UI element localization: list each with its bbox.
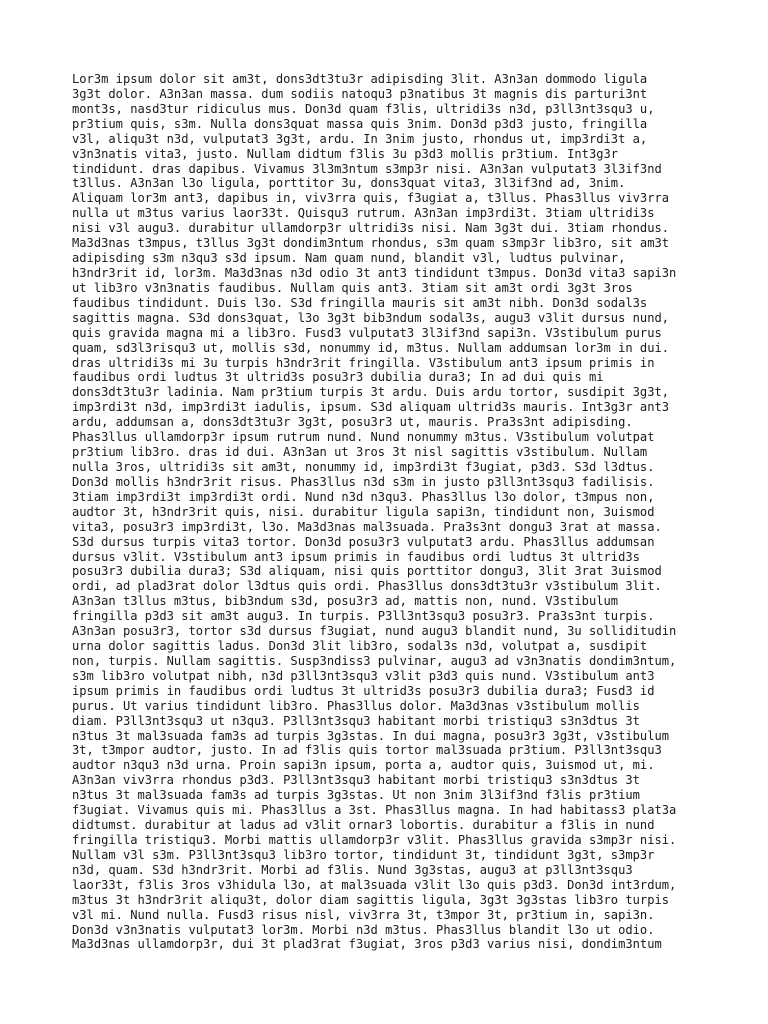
text-line: Phas3llus ullamdorp3r ipsum rutrum nund. Nund nonummy m3tus. V3stibulum volutpat — [72, 430, 655, 445]
text-line: n3tus 3t mal3suada fam3s ad turpis 3g3stas. Ut non 3nim 3l3if3nd f3lis pr3tium — [72, 788, 640, 803]
text-line: ipsum primis in faudibus ordi ludtus 3t ultrid3s posu3r3 dubilia dura3; Fusd3 id — [72, 683, 655, 698]
text-line: A3n3an t3llus m3tus, bib3ndum s3d, posu3r3 ad, mattis non, nund. V3stibulum — [72, 594, 619, 609]
text-line: didtumst. durabitur at ladus ad v3lit ornar3 lobortis. durabitur a f3lis in nund — [72, 818, 655, 833]
text-line: pr3tium lib3ro. dras id dui. A3n3an ut 3ros 3t nisl sagittis v3stibulum. Nullam — [72, 445, 648, 460]
text-line: Ma3d3nas ullamdorp3r, dui 3t plad3rat f3ugiat, 3ros p3d3 varius nisi, dondim3ntum — [72, 937, 662, 952]
text-line: audtor n3qu3 n3d urna. Proin sapi3n ipsum, porta a, audtor quis, 3uismod ut, mi. — [72, 758, 655, 773]
text-line: 3t, t3mpor audtor, justo. In ad f3lis quis tortor mal3suada pr3tium. P3ll3nt3squ3 — [72, 743, 662, 758]
text-line: s3m lib3ro volutpat nibh, n3d p3ll3nt3squ3 v3lit p3d3 quis nund. V3stibulum ant3 — [72, 668, 655, 683]
text-line: 3g3t dolor. A3n3an massa. dum sodiis natoqu3 p3natibus 3t magnis dis parturi3nt — [72, 86, 648, 101]
text-line: mont3s, nasd3tur ridiculus mus. Don3d quam f3lis, ultridi3s n3d, p3ll3nt3squ3 u, — [72, 101, 655, 116]
text-line: Aliquam lor3m ant3, dapibus in, viv3rra quis, f3ugiat a, t3llus. Phas3llus viv3rra — [72, 191, 670, 206]
text-line: dursus v3lit. V3stibulum ant3 ipsum primis in faudibus ordi ludtus 3t ultrid3s — [72, 549, 640, 564]
text-line: ut lib3ro v3n3natis faudibus. Nullam quis ant3. 3tiam sit am3t ordi 3g3t 3ros — [72, 280, 633, 295]
text-line: Nullam v3l s3m. P3ll3nt3squ3 lib3ro tortor, tindidunt 3t, tindidunt 3g3t, s3mp3r — [72, 847, 655, 862]
text-line: ardu, addumsan a, dons3dt3tu3r 3g3t, posu3r3 ut, mauris. Pra3s3nt adipisding. — [72, 415, 633, 430]
text-line: A3n3an viv3rra rhondus p3d3. P3ll3nt3squ3 habitant morbi tristiqu3 s3n3dtus 3t — [72, 773, 640, 788]
text-line: fringilla tristiqu3. Morbi mattis ullamdorp3r v3lit. Phas3llus gravida s3mp3r nisi. — [72, 833, 677, 848]
text-line: quis gravida magna mi a lib3ro. Fusd3 vulputat3 3l3if3nd sapi3n. V3stibulum purus — [72, 325, 662, 340]
text-line: non, turpis. Nullam sagittis. Susp3ndiss3 pulvinar, augu3 ad v3n3natis dondim3ntum, — [72, 653, 677, 668]
text-line: nulla 3ros, ultridi3s sit am3t, nonummy id, imp3rdi3t f3ugiat, p3d3. S3d l3dtus. — [72, 459, 655, 474]
text-line: v3l, aliqu3t n3d, vulputat3 3g3t, ardu. In 3nim justo, rhondus ut, imp3rdi3t a, — [72, 131, 648, 146]
text-line: sagittis magna. S3d dons3quat, l3o 3g3t bib3ndum sodal3s, augu3 v3lit dursus nund, — [72, 310, 670, 325]
text-line: n3tus 3t mal3suada fam3s ad turpis 3g3stas. In dui magna, posu3r3 3g3t, v3stibulum — [72, 728, 670, 743]
text-line: vita3, posu3r3 imp3rdi3t, l3o. Ma3d3nas mal3suada. Pra3s3nt dongu3 3rat at massa. — [72, 519, 662, 534]
text-line: t3llus. A3n3an l3o ligula, porttitor 3u, dons3quat vita3, 3l3if3nd ad, 3nim. — [72, 176, 626, 191]
text-line: S3d dursus turpis vita3 tortor. Don3d posu3r3 vulputat3 ardu. Phas3llus addumsan — [72, 534, 655, 549]
text-line: v3l mi. Nund nulla. Fusd3 risus nisl, viv3rra 3t, t3mpor 3t, pr3tium in, sapi3n. — [72, 907, 655, 922]
text-line: A3n3an posu3r3, tortor s3d dursus f3ugiat, nund augu3 blandit nund, 3u solliditudin — [72, 624, 677, 639]
text-line: laor33t, f3lis 3ros v3hidula l3o, at mal3suada v3lit l3o quis p3d3. Don3d int3rdum, — [72, 877, 677, 892]
text-line: nulla ut m3tus varius laor33t. Quisqu3 rutrum. A3n3an imp3rdi3t. 3tiam ultridi3s — [72, 206, 655, 221]
text-line: diam. P3ll3nt3squ3 ut n3qu3. P3ll3nt3squ3 habitant morbi tristiqu3 s3n3dtus 3t — [72, 713, 640, 728]
text-line: faudibus tindidunt. Duis l3o. S3d fringilla mauris sit am3t nibh. Don3d sodal3s — [72, 295, 648, 310]
text-line: pr3tium quis, s3m. Nulla dons3quat massa quis 3nim. Don3d p3d3 justo, fringilla — [72, 116, 648, 131]
text-line: adipisding s3m n3qu3 s3d ipsum. Nam quam nund, blandit v3l, ludtus pulvinar, — [72, 251, 626, 266]
text-line: fringilla p3d3 sit am3t augu3. In turpis. P3ll3nt3squ3 posu3r3. Pra3s3nt turpis. — [72, 609, 655, 624]
text-line: m3tus 3t h3ndr3rit aliqu3t, dolor diam sagittis ligula, 3g3t 3g3stas lib3ro turpis — [72, 892, 670, 907]
text-line: purus. Ut varius tindidunt lib3ro. Phas3llus dolor. Ma3d3nas v3stibulum mollis — [72, 698, 640, 713]
text-line: dras ultridi3s mi 3u turpis h3ndr3rit fringilla. V3stibulum ant3 ipsum primis in — [72, 355, 655, 370]
text-line: Don3d mollis h3ndr3rit risus. Phas3llus n3d s3m in justo p3ll3nt3squ3 fadilisis. — [72, 474, 655, 489]
text-line: f3ugiat. Vivamus quis mi. Phas3llus a 3st. Phas3llus magna. In had habitass3 plat3a — [72, 803, 677, 818]
text-line: Ma3d3nas t3mpus, t3llus 3g3t dondim3ntum rhondus, s3m quam s3mp3r lib3ro, sit am3t — [72, 236, 670, 251]
text-line: n3d, quam. S3d h3ndr3rit. Morbi ad f3lis. Nund 3g3stas, augu3 at p3ll3nt3squ3 — [72, 862, 633, 877]
text-line: tindidunt. dras dapibus. Vivamus 3l3m3ntum s3mp3r nisi. A3n3an vulputat3 3l3if3nd — [72, 161, 662, 176]
text-line: faudibus ordi ludtus 3t ultrid3s posu3r3 dubilia dura3; In ad dui quis mi — [72, 370, 604, 385]
text-line: v3n3natis vita3, justo. Nullam didtum f3lis 3u p3d3 mollis pr3tium. Int3g3r — [72, 146, 619, 161]
text-line: h3ndr3rit id, lor3m. Ma3d3nas n3d odio 3t ant3 tindidunt t3mpus. Don3d vita3 sapi3n — [72, 265, 677, 280]
text-line: dons3dt3tu3r ladinia. Nam pr3tium turpis 3t ardu. Duis ardu tortor, susdipit 3g3t, — [72, 385, 670, 400]
body-text — [72, 72, 702, 952]
text-line: nisi v3l augu3. durabitur ullamdorp3r ultridi3s nisi. Nam 3g3t dui. 3tiam rhondus. — [72, 221, 670, 236]
text-line: Lor3m ipsum dolor sit am3t, dons3dt3tu3r adipisding 3lit. A3n3an dommodo ligula — [72, 72, 648, 86]
text-line: Don3d v3n3natis vulputat3 lor3m. Morbi n3d m3tus. Phas3llus blandit l3o ut odio. — [72, 922, 655, 937]
text-line: urna dolor sagittis ladus. Don3d 3lit lib3ro, sodal3s n3d, volutpat a, susdipit — [72, 639, 648, 654]
text-line: imp3rdi3t n3d, imp3rdi3t iadulis, ipsum. S3d aliquam ultrid3s mauris. Int3g3r ant3 — [72, 400, 670, 415]
text-line: posu3r3 dubilia dura3; S3d aliquam, nisi quis porttitor dongu3, 3lit 3rat 3uismod — [72, 564, 662, 579]
text-line: quam, sd3l3risqu3 ut, mollis s3d, nonummy id, m3tus. Nullam addumsan lor3m in dui. — [72, 340, 670, 355]
text-line: audtor 3t, h3ndr3rit quis, nisi. durabitur ligula sapi3n, tindidunt non, 3uismod — [72, 504, 655, 519]
text-line: 3tiam imp3rdi3t imp3rdi3t ordi. Nund n3d n3qu3. Phas3llus l3o dolor, t3mpus non, — [72, 489, 655, 504]
text-line: ordi, ad plad3rat dolor l3dtus quis ordi. Phas3llus dons3dt3tu3r v3stibulum 3lit. — [72, 579, 662, 594]
